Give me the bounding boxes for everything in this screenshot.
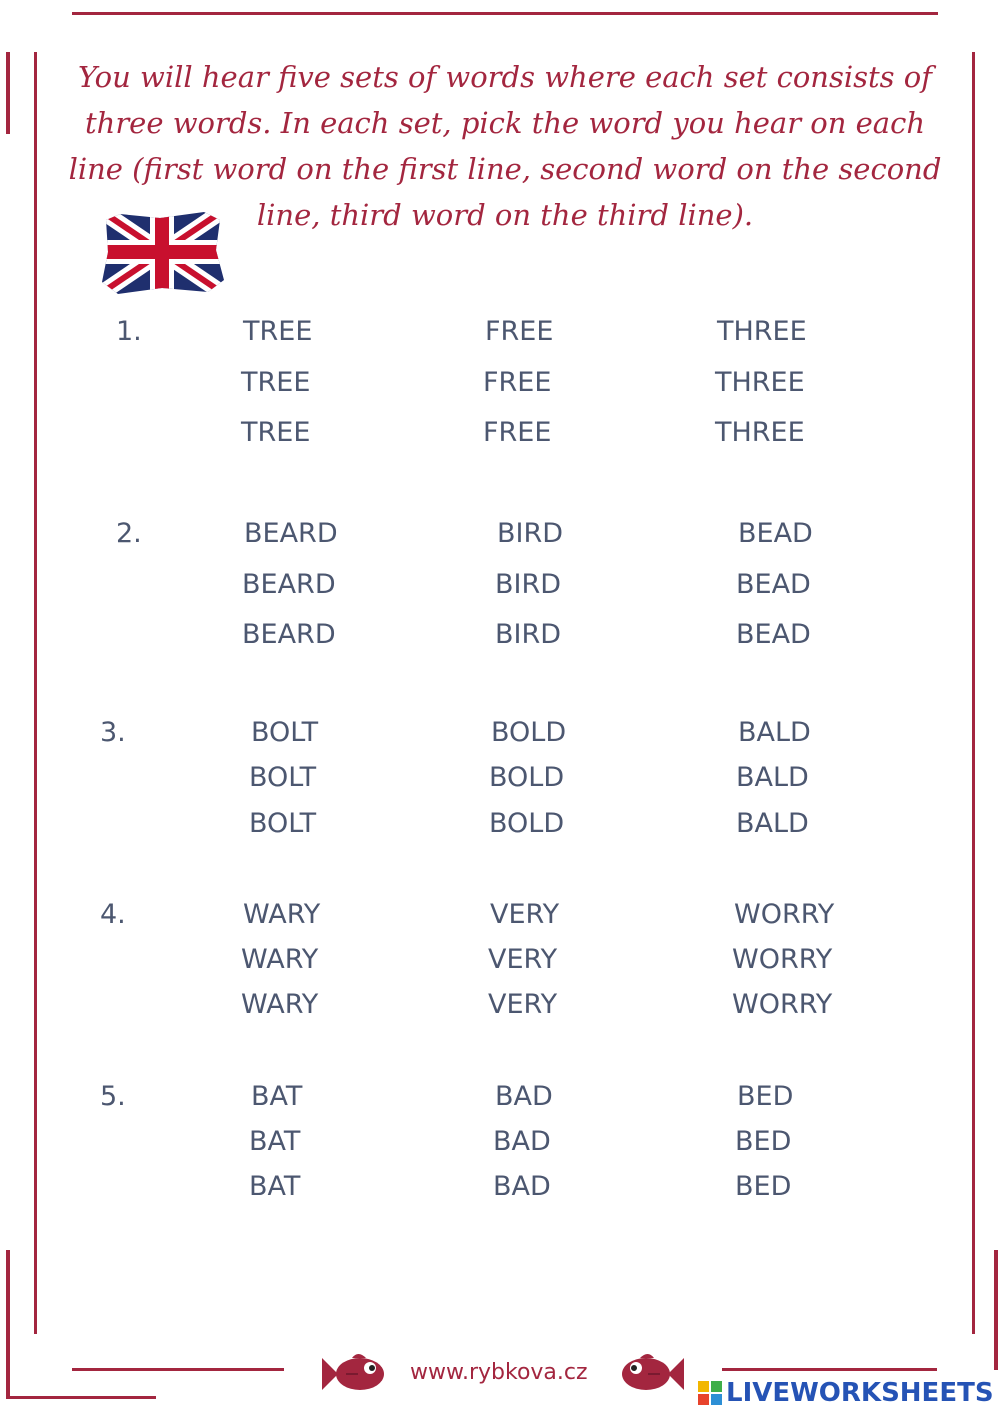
word-option[interactable]: THREE: [715, 417, 805, 448]
word-option[interactable]: FREE: [483, 417, 552, 448]
word-option[interactable]: BEARD: [242, 619, 336, 650]
word-option[interactable]: WARY: [243, 899, 321, 930]
word-option[interactable]: BED: [735, 1171, 792, 1202]
word-option[interactable]: BOLT: [251, 717, 319, 748]
word-option[interactable]: BIRD: [495, 619, 562, 650]
word-option[interactable]: BAD: [493, 1171, 551, 1202]
word-option[interactable]: BALD: [738, 717, 811, 748]
liveworksheets-text: LIVEWORKSHEETS: [726, 1378, 994, 1408]
frame-left-line: [34, 52, 37, 1334]
word-option[interactable]: BEARD: [242, 569, 336, 600]
word-option[interactable]: BOLT: [249, 762, 317, 793]
word-option[interactable]: WARY: [241, 989, 319, 1020]
word-option[interactable]: BED: [737, 1081, 794, 1112]
word-option[interactable]: BOLD: [491, 717, 567, 748]
word-option[interactable]: WORRY: [734, 899, 835, 930]
word-option[interactable]: BEARD: [244, 518, 338, 549]
fish-icon: [322, 1352, 386, 1396]
word-option[interactable]: TREE: [243, 316, 313, 347]
word-option[interactable]: TREE: [241, 367, 311, 398]
frame-left-accent-top: [6, 52, 10, 134]
frame-right-accent-bottom: [994, 1250, 998, 1370]
word-option[interactable]: VERY: [490, 899, 560, 930]
word-option[interactable]: BEAD: [736, 619, 811, 650]
word-option[interactable]: BOLD: [489, 762, 565, 793]
word-option[interactable]: THREE: [717, 316, 807, 347]
uk-flag-icon: [100, 210, 224, 294]
set-number: 2.: [116, 518, 142, 549]
word-option[interactable]: VERY: [488, 989, 558, 1020]
word-option[interactable]: BIRD: [495, 569, 562, 600]
word-option[interactable]: BIRD: [497, 518, 564, 549]
set-number: 5.: [100, 1081, 126, 1112]
liveworksheets-logo-icon: [698, 1381, 722, 1405]
word-option[interactable]: BOLD: [489, 808, 565, 839]
word-option[interactable]: BEAD: [736, 569, 811, 600]
set-number: 3.: [100, 717, 126, 748]
word-option[interactable]: FREE: [485, 316, 554, 347]
word-option[interactable]: BAT: [249, 1171, 301, 1202]
set-number: 1.: [116, 316, 142, 347]
word-option[interactable]: BALD: [736, 808, 809, 839]
word-option[interactable]: WARY: [241, 944, 319, 975]
website-url[interactable]: www.rybkova.cz: [410, 1360, 588, 1385]
instructions-text: You will hear five sets of words where each set consists of three words. In each set, pick the word you hear on each line (first word on the first line, second word on the second line, third word on the third line).: [68, 60, 942, 232]
word-option[interactable]: WORRY: [732, 989, 833, 1020]
word-option[interactable]: BAD: [493, 1126, 551, 1157]
frame-bottom-line-left-2: [6, 1396, 156, 1399]
word-option[interactable]: TREE: [241, 417, 311, 448]
frame-bottom-line-right: [722, 1368, 937, 1371]
word-option[interactable]: BED: [735, 1126, 792, 1157]
word-option[interactable]: BAD: [495, 1081, 553, 1112]
word-option[interactable]: VERY: [488, 944, 558, 975]
frame-right-line: [972, 52, 975, 1334]
word-option[interactable]: BEAD: [738, 518, 813, 549]
word-option[interactable]: BAT: [251, 1081, 303, 1112]
set-number: 4.: [100, 899, 126, 930]
frame-left-accent-bottom: [6, 1250, 10, 1398]
frame-bottom-line-left: [72, 1368, 284, 1371]
fish-icon: [620, 1352, 684, 1396]
word-option[interactable]: BALD: [736, 762, 809, 793]
liveworksheets-logo: [698, 1376, 994, 1410]
word-option[interactable]: FREE: [483, 367, 552, 398]
word-option[interactable]: WORRY: [732, 944, 833, 975]
word-option[interactable]: BAT: [249, 1126, 301, 1157]
word-option[interactable]: BOLT: [249, 808, 317, 839]
frame-top-line: [72, 12, 938, 15]
word-option[interactable]: THREE: [715, 367, 805, 398]
